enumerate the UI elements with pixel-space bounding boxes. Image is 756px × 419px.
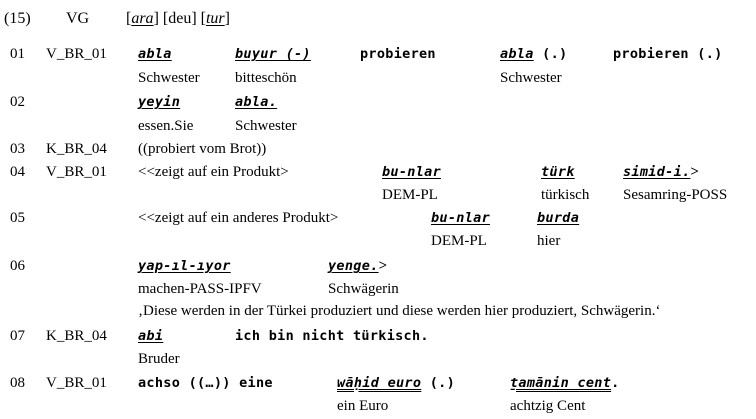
gloss: DEM-PL bbox=[382, 187, 438, 203]
gloss: Schwägerin bbox=[328, 281, 399, 297]
speaker-id: K_BR_04 bbox=[46, 141, 107, 157]
action-comment: ((probiert vom Brot)) bbox=[138, 141, 267, 157]
speaker-id: K_BR_04 bbox=[46, 328, 107, 344]
gloss: Schwester bbox=[138, 70, 200, 86]
lang-tur: tur bbox=[205, 10, 225, 27]
gloss: Schwester bbox=[235, 118, 297, 134]
line-number: 08 bbox=[10, 375, 25, 391]
language-tags: [ara] [deu] [tur] bbox=[126, 10, 230, 27]
line-number: 02 bbox=[10, 94, 25, 110]
gloss: Sesamring-POSS bbox=[623, 187, 728, 203]
gloss: Bruder bbox=[138, 351, 180, 367]
gloss: hier bbox=[537, 233, 561, 249]
token-turk: türk bbox=[541, 164, 575, 180]
token-bu-nlar: bu-nlar bbox=[382, 164, 441, 180]
gloss: türkisch bbox=[541, 187, 590, 203]
token-simid-i: simid-i.> bbox=[623, 164, 700, 180]
token-wahid-euro: wāḥid euro (.) bbox=[337, 375, 455, 391]
line-number: 01 bbox=[10, 46, 25, 62]
lang-ara: ara bbox=[131, 10, 154, 27]
token-yap-il-iyor: yap-ıl-ıyor bbox=[138, 258, 231, 274]
gloss: achtzig Cent bbox=[510, 398, 586, 414]
action-comment: <<zeigt auf ein anderes Produkt> bbox=[138, 210, 339, 226]
gloss: ein Euro bbox=[337, 398, 389, 414]
token-probieren: probieren bbox=[360, 46, 436, 62]
token-tamanin-cent: ṯamānin cent. bbox=[510, 375, 620, 391]
action-comment: <<zeigt auf ein Produkt> bbox=[138, 164, 289, 180]
line-number: 06 bbox=[10, 258, 25, 274]
line-number: 03 bbox=[10, 141, 25, 157]
token-bu-nlar: bu-nlar bbox=[431, 210, 490, 226]
gloss: Schwester bbox=[500, 70, 562, 86]
gloss: essen.Sie bbox=[138, 118, 194, 134]
token-abla: abla bbox=[138, 46, 172, 62]
token-achso: achso ((…)) eine bbox=[138, 375, 273, 391]
speaker-id: V_BR_01 bbox=[46, 46, 107, 62]
token-yenge: yenge.> bbox=[328, 258, 388, 274]
token-abi: abi bbox=[138, 328, 164, 344]
token-probieren-2: probieren (.) bbox=[613, 46, 723, 62]
gloss: DEM-PL bbox=[431, 233, 487, 249]
speaker-id: V_BR_01 bbox=[46, 164, 107, 180]
line-number: 05 bbox=[10, 210, 25, 226]
token-buyur: buyur (-) bbox=[235, 46, 311, 62]
lang-deu: [deu] bbox=[162, 10, 197, 27]
example-number: (15) bbox=[4, 10, 31, 27]
line-number: 04 bbox=[10, 164, 25, 180]
token-german-utterance: ich bin nicht türkisch. bbox=[235, 328, 429, 344]
token-yeyin: yeyin bbox=[138, 94, 181, 110]
free-translation: ‚Diese werden in der Türkei produziert und diese werden hier produziert, Schwägerin.‘ bbox=[138, 303, 661, 319]
token-burda: burda bbox=[537, 210, 580, 226]
token-abla-2: abla (.) bbox=[500, 46, 568, 62]
line-number: 07 bbox=[10, 328, 25, 344]
speaker-id: V_BR_01 bbox=[46, 375, 107, 391]
gloss: bitteschön bbox=[235, 70, 297, 86]
token-abla: abla. bbox=[235, 94, 278, 110]
source-label: VG bbox=[66, 10, 90, 27]
gloss: machen-PASS-IPFV bbox=[138, 281, 262, 297]
